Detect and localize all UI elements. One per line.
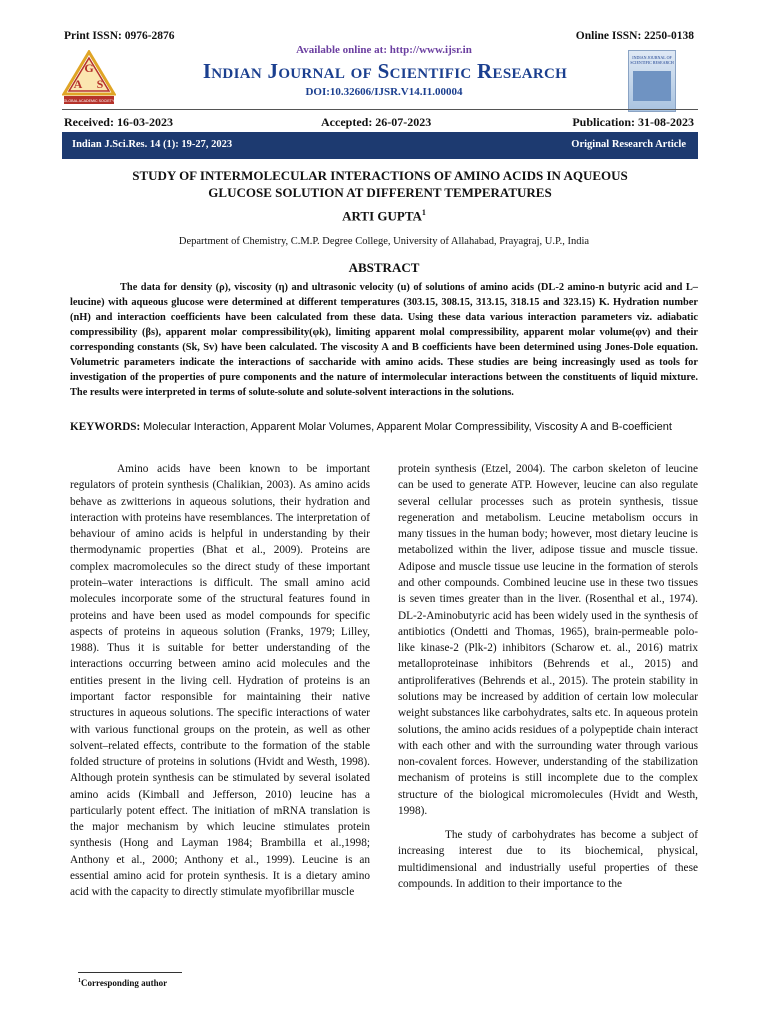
left-paragraph: Amino acids have been known to be important regulators of protein synthesis (Chalikian, 2003). As amino acids behave as zwitterions in aqueous solutions, their hydration and interaction with proteins have resemblances. The interpretation of behaviour of amino acids is helpful in understanding by their thermodynamic properties (Bhat et al., 2009). Proteins are complex macromolecules so the direct study of these important protein–water interactions is difficult. The small amino acid molecules incorporate some of the structural features found in proteins and have been used as model compounds for specific aspects of proteins in aqueous solution (Franks, 1979; Lilley, 1988). Thus it is suitable for better understanding of the interactions occurring between amino acid molecules and the entities present in the living cell. Hydration of proteins is an important factor responsible for maintaining their native structures in aqueous solutions. The specific interactions of water with various functional groups on the protein, as well as other solvent–related effects, contribute to the formation of the stable folded structure of proteins in solutions (Hvidt and Westh, 1998). Although protein synthesis can be stimulated by several isolated amino acids (Kimball and Jefferson, 2010) leucine has a particularly potent effect. The initiation of mRNA translation is the major mechanism by which leucine stimulates protein synthesis (Hong and Layman 1984; Brambilla et al.,1998; Anthony et al., 2000; Anthony et al., 1999). Leucine is an essential amino acid for protein synthesis. It is a dietary amino acid with the capacity to directly stimulate myofibrillar muscle xyxy=(70,463,370,899)
footnote-text: Corresponding author xyxy=(81,978,168,988)
accepted-date: Accepted: 26-07-2023 xyxy=(321,115,432,129)
right-column xyxy=(398,461,698,892)
title-line-2: GLUCOSE SOLUTION AT DIFFERENT TEMPERATURES xyxy=(208,185,552,200)
keywords-text: Molecular Interaction, Apparent Molar Volumes, Apparent Molar Compressibility, Viscosity A and B-coefficient xyxy=(143,421,672,433)
available-online[interactable]: Available online at: http://www.ijsr.in xyxy=(296,44,472,56)
header-divider xyxy=(62,109,698,110)
journal-name: Indian Journal of Scientific Research xyxy=(202,59,568,83)
footnote-mark: 1 xyxy=(78,978,81,984)
abstract-text: The data for density (ρ), viscosity (η) and ultrasonic velocity (u) of solutions of amino acids (DL-2 amino-n butyric acid and L–leucine) with aqueous glucose were determined at different temperatures (303.15, 308.15, 313.15, 318.15 and 323.15) K. Hydration number (nH) and interaction coefficients have been calculated from these data. Using these data various interaction parameters viz. adiabatic compressibility (βs), apparent molar compressibility(φk), limiting apparent molal compressibility, apparent molar volume(φv) and their corresponding constants (Sk, Sv) have been calculated. The viscosity A and B coefficients have been determined using Jones-Dole equation. Volumetric parameters indicate the interactions of saccharide with amino acids. These studies are being increasingly used as tools for investigation of the properties of pure components and the nature of intermolecular interactions between the constituents of liquid mixture. The results were interpreted in terms of solute-solute and solute-solvent interactions in the solutions. xyxy=(70,282,698,398)
citation-text: Indian J.Sci.Res. 14 (1): 19-27, 2023 xyxy=(72,139,233,150)
article-type: Original Research Article xyxy=(571,139,686,150)
abstract-body xyxy=(70,280,698,400)
author-name: ARTI GUPTA xyxy=(342,208,422,224)
received-date: Received: 16-03-2023 xyxy=(64,115,173,129)
print-issn: Print ISSN: 0976-2876 xyxy=(64,30,175,42)
author xyxy=(0,208,768,224)
svg-text:S: S xyxy=(96,77,104,91)
cover-title: INDIAN JOURNAL OF SCIENTIFIC RESEARCH xyxy=(630,55,674,65)
svg-text:G: G xyxy=(84,61,94,75)
citation-banner xyxy=(62,132,698,159)
doi[interactable]: DOI:10.32606/IJSR.V14.I1.00004 xyxy=(305,86,463,98)
svg-text:A: A xyxy=(73,77,83,91)
right-paragraph-2: The study of carbohydrates has become a subject of increasing interest due to its biochemical, physical, multidimensional and industrially useful properties of these compounds. In addition to their importance to the xyxy=(398,829,698,891)
right-paragraph-1: protein synthesis (Etzel, 2004). The carbon skeleton of leucine can be used to generate ATP. However, leucine can also regulate several cellular processes such as protein synthesis, tissue regeneration and metabolism. Leucine metabolism occurs in many tissues in the human body; however, most dietary leucine is metabolized within the liver, adipose tissue and muscle tissue. Adipose and muscle tissue use leucine in the formation of sterols and other compounds. Combined leucine use in these two tissues is seven times greater than in the liver. (Rosenthal et al., 1974). DL-2-Aminobutyric acid has been widely used in the synthesis of antibiotics (Ondetti and Thomas, 1965), brain-permeable polo-like kinase-2 (Plk-2) inhibitors (Scharow et. al., 2016) matrix metalloproteinase inhibitors (Behrends et al., 2015) and antiproliferatives (Behrends et al., 2015). The protein stability in solutions may be increased by addition of certain low molecular weight substances like carbohydrates, salts etc. In aqueous protein solutions, the amino acids residues of a polypeptide chain interact with each other and with the surrounding water through various non-covalent forces. However, understanding of the stabilization mechanism of proteins is still incomplete due to the complex structure of the biological micromolecules (Hvidt and Westh, 1998). xyxy=(398,463,698,817)
abstract-heading: ABSTRACT xyxy=(348,260,420,275)
journal-cover-thumbnail xyxy=(628,50,676,112)
title-line-1: STUDY OF INTERMOLECULAR INTERACTIONS OF AMINO ACIDS IN AQUEOUS xyxy=(132,168,628,183)
author-mark: 1 xyxy=(421,208,426,217)
cover-band xyxy=(633,71,671,101)
footnote-divider xyxy=(78,972,182,973)
publication-date: Publication: 31-08-2023 xyxy=(572,115,694,129)
left-column xyxy=(70,461,370,901)
keywords-label: KEYWORDS: xyxy=(70,421,141,433)
article-title xyxy=(62,167,698,201)
keywords xyxy=(70,420,698,435)
footnote xyxy=(78,978,167,988)
affiliation: Department of Chemistry, C.M.P. Degree College, University of Allahabad, Prayagraj, U.P., India xyxy=(178,236,590,247)
svg-text:GLOBAL ACADEMIC SOCIETY: GLOBAL ACADEMIC SOCIETY xyxy=(63,99,115,103)
online-issn: Online ISSN: 2250-0138 xyxy=(575,30,694,42)
